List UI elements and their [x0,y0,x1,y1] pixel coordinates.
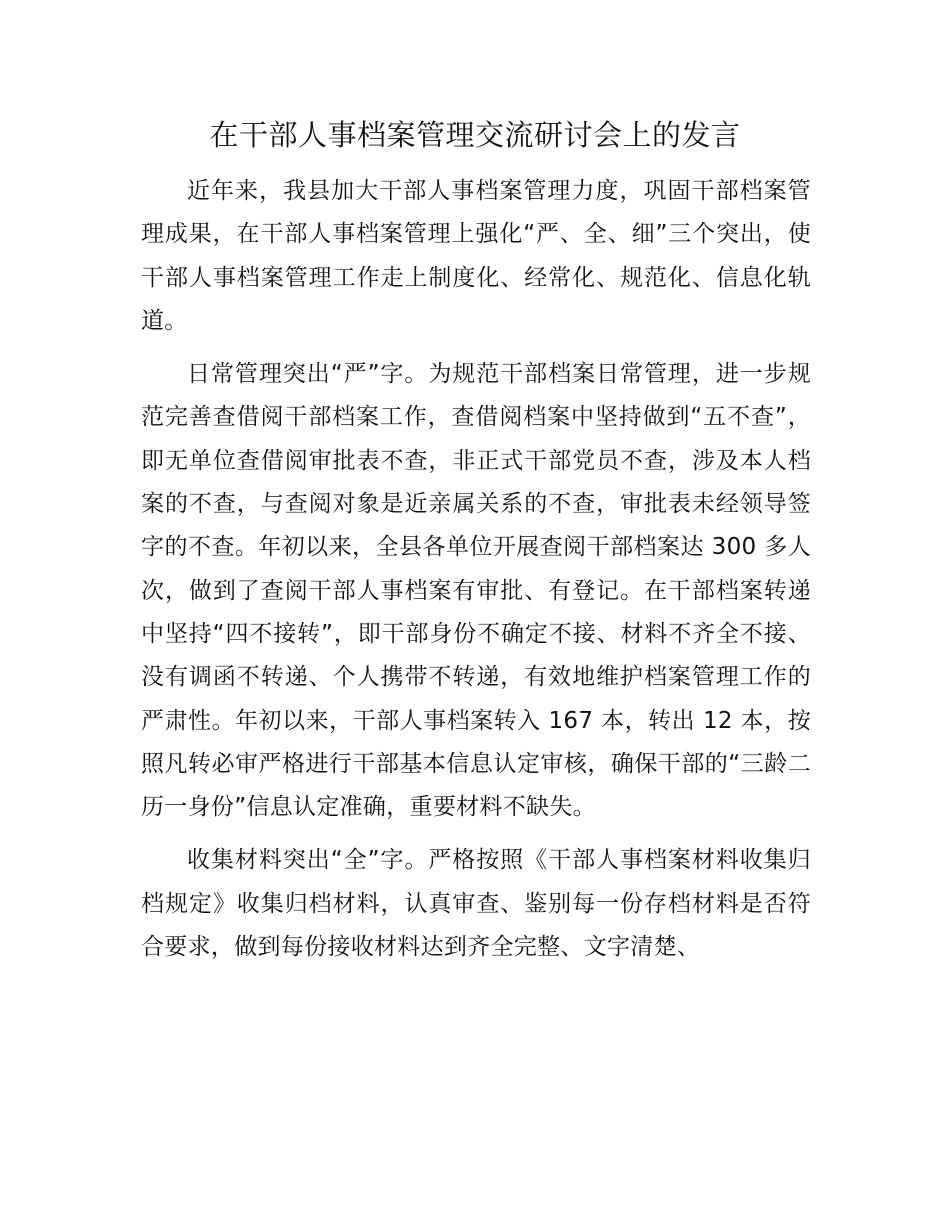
page-title: 在干部人事档案管理交流研讨会上的发言 [209,118,741,152]
paragraph-daily-management: 日常管理突出“严”字。为规范干部档案日常管理，进一步规范完善查借阅干部档案工作，查借阅档案中坚持做到“五不查”，即无单位查借阅审批表不查，非正式干部党员不查，涉及本人档案的不查，与查阅对象是近亲属关系的不查，审批表未经领导签字的不查。年初以来，全县各单位开展查阅干部档案达 300 多人次，做到了查阅干部人事档案有审批、有登记。在干部档案转递中坚持“四不接转”，即干部身份不确定不接、材料不齐全不接、没有调函不转递、个人携带不转递，有效地维护档案管理工作的严肃性。年初以来，干部人事档案转入 167 本，转出 12 本，按照凡转必审严格进行干部基本信息认定审核，确保干部的“三龄二历一身份”信息认定准确，重要材料不缺失。 [141,361,811,821]
paragraph-intro: 近年来，我县加大干部人事档案管理力度，巩固干部档案管理成果，在干部人事档案管理上强化“严、全、细”三个突出，使干部人事档案管理工作走上制度化、经常化、规范化、信息化轨道。 [141,178,811,334]
paragraph-material-collection: 收集材料突出“全”字。严格按照《干部人事档案材料收集归档规定》收集归档材料，认真审查、鉴别每一份存档材料是否符合要求，做到每份接收材料达到齐全完整、文字清楚、 [141,847,811,961]
document-body [141,170,811,979]
